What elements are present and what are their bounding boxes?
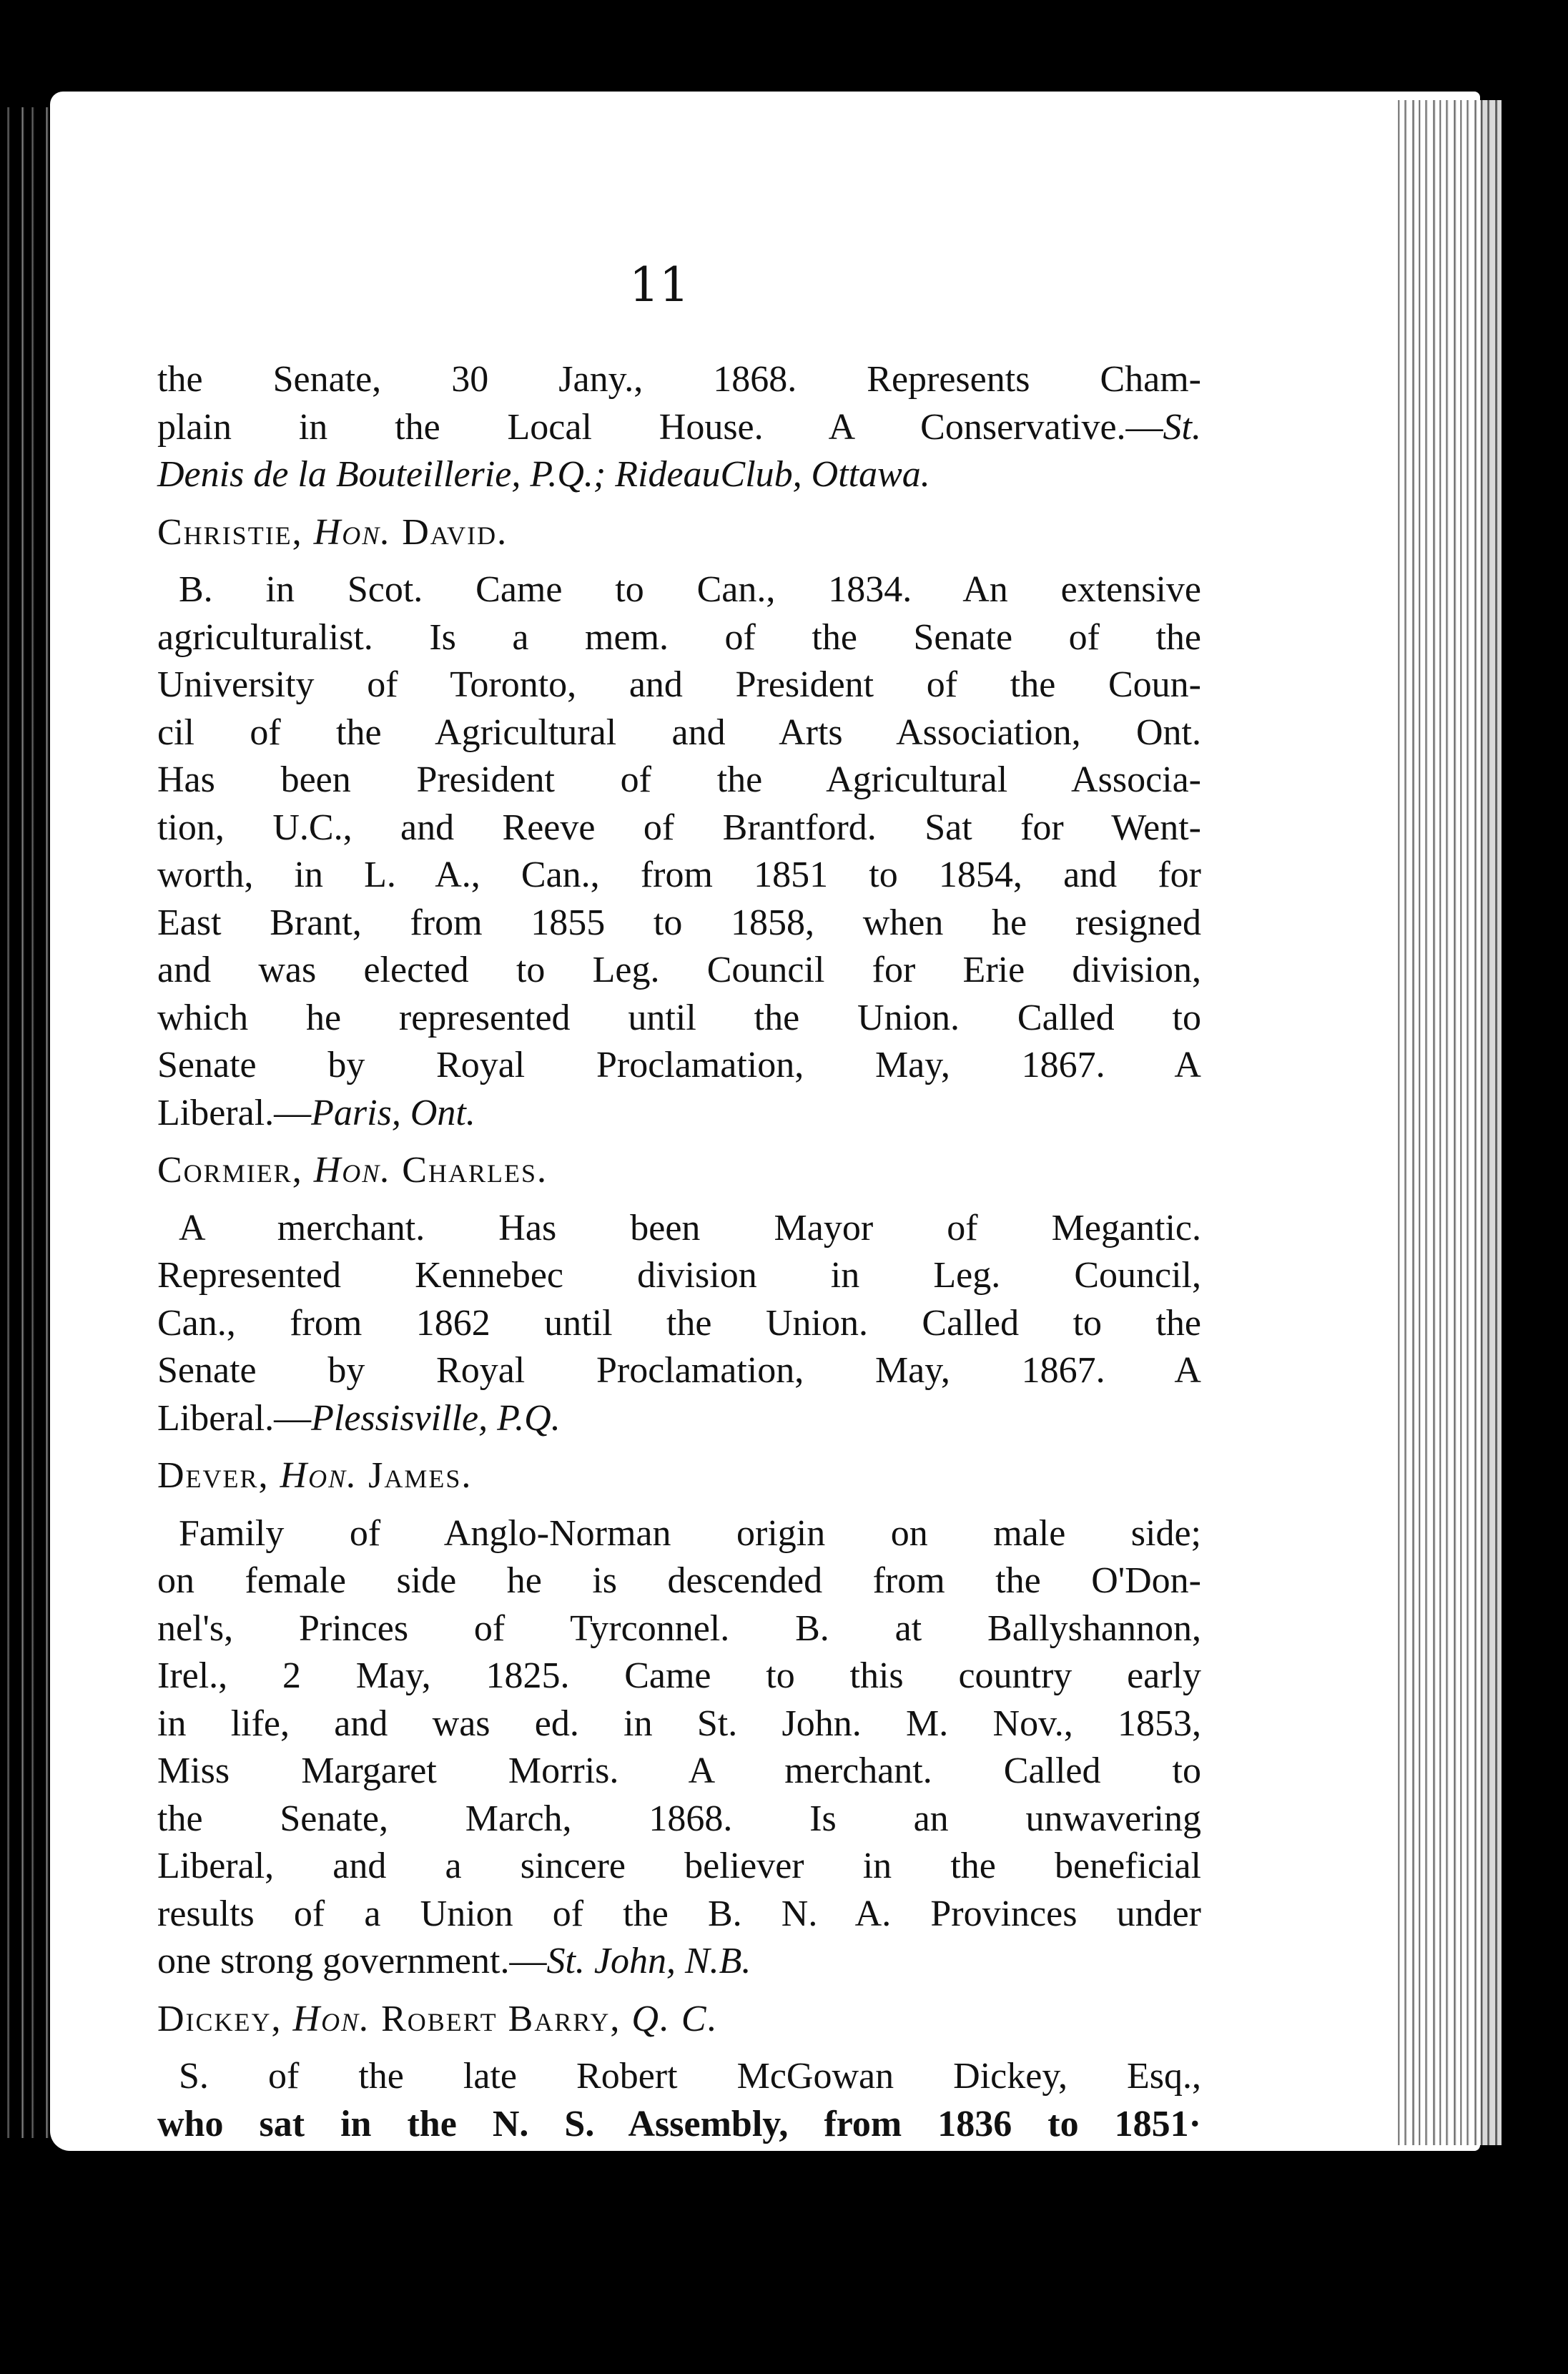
text-line: Has been President of the Agricultural Associa-: [157, 759, 1201, 800]
entry-heading-dickey: [157, 1996, 1201, 2044]
surname: Cormier,: [157, 1150, 303, 1191]
text-line: [157, 451, 1201, 499]
text-line: Can., from 1862 until the Union. Called to the: [157, 1302, 1201, 1344]
spacer: [157, 1442, 1201, 1452]
spacer: [157, 556, 1201, 566]
text-line: [157, 1938, 1201, 1986]
given-name: David.: [402, 511, 508, 553]
spacer: [157, 499, 1201, 509]
place-name: Paris, Ont.: [311, 1092, 475, 1133]
text-line: Irel., 2 May, 1825. Came to this country early: [157, 1655, 1201, 1696]
spacer: [157, 1500, 1201, 1510]
text-line: Liberal, and a sincere believer in the beneficial: [157, 1846, 1201, 1886]
text-line: Miss Margaret Morris. A merchant. Called to: [157, 1750, 1201, 1791]
text-line: Senate by Royal Proclamation, May, 1867. A: [157, 1045, 1201, 1085]
place-name: Denis de la Bouteillerie, P.Q.;: [157, 454, 606, 495]
title-suffix: Q. C.: [631, 1998, 719, 2039]
given-name: James.: [368, 1455, 473, 1496]
text-line: worth, in L. A., Can., from 1851 to 1854, and for: [157, 854, 1201, 895]
text-line: the Senate, 30 Jany., 1868. Represents Cham-: [157, 359, 1201, 400]
text-line: results of a Union of the B. N. A. Provinces under: [157, 1893, 1201, 1934]
honorific: Hon.: [292, 1998, 371, 2039]
text-line: nel's, Princes of Tyrconnel. B. at Ballyshannon,: [157, 1607, 1201, 1649]
text-line: cil of the Agricultural and Arts Association, Ont.: [157, 711, 1201, 753]
honorific: Hon.: [313, 1150, 392, 1191]
surname: Dickey,: [157, 1998, 282, 2039]
text-line: [157, 404, 1201, 452]
surname: Christie,: [157, 511, 303, 553]
spacer: [157, 1986, 1201, 1996]
spacer: [157, 1137, 1201, 1147]
text-line: which he represented until the Union. Called to: [157, 997, 1201, 1038]
text-line: agriculturalist. Is a mem. of the Senate of the: [157, 616, 1201, 658]
page-number: 11: [629, 257, 689, 312]
text-line: and was elected to Leg. Council for Erie division,: [157, 950, 1201, 990]
spacer: [157, 2043, 1201, 2053]
text-line: B. in Scot. Came to Can., 1834. An extensive: [179, 569, 1201, 610]
honorific: Hon.: [280, 1455, 358, 1496]
text-line: tion, U.C., and Reeve of Brantford. Sat for Went-: [157, 807, 1201, 848]
place-name: St. John, N.B.: [546, 1941, 751, 1981]
text-span: one strong government.—: [157, 1941, 547, 1981]
club-name: RideauClub, Ottawa.: [615, 454, 930, 495]
given-name: Charles.: [402, 1150, 548, 1191]
text-line: Senate by Royal Proclamation, May, 1867. A: [157, 1350, 1201, 1391]
surname: Dever,: [157, 1455, 270, 1496]
entry-heading-christie: [157, 509, 1201, 557]
entry-heading-cormier: [157, 1147, 1201, 1195]
text-line: University of Toronto, and President of the Coun-: [157, 664, 1201, 705]
text-span: plain in the Local House. A Conservative.—: [157, 406, 1163, 448]
text-line: [157, 1090, 1201, 1138]
text-span: Liberal.—: [157, 1397, 312, 1439]
page-stack-edge: [1394, 100, 1502, 2145]
text-line: Represented Kennebec division in Leg. Council,: [157, 1255, 1201, 1296]
place-name: St.: [1163, 406, 1201, 448]
place-name: Plessisville, P.Q.: [311, 1397, 561, 1439]
text-line: the Senate, March, 1868. Is an unwavering: [157, 1798, 1201, 1839]
book-spine-edge: [0, 107, 50, 2138]
text-span: Liberal.—: [157, 1092, 312, 1133]
text-line: East Brant, from 1855 to 1858, when he resigned: [157, 902, 1201, 943]
spacer: [157, 1195, 1201, 1205]
honorific: Hon.: [313, 511, 392, 553]
given-name: Robert Barry,: [381, 1998, 621, 2039]
text-line: Family of Anglo-Norman origin on male side;: [179, 1512, 1201, 1554]
text-line: S. of the late Robert McGowan Dickey, Esq.,: [179, 2056, 1201, 2097]
text-line: on female side he is descended from the O'Don-: [157, 1560, 1201, 1601]
text-line: [157, 1395, 1201, 1443]
text-line: in life, and was ed. in St. John. M. Nov., 1853,: [157, 1703, 1201, 1744]
entry-heading-dever: [157, 1452, 1201, 1500]
text-line: A merchant. Has been Mayor of Megantic.: [179, 1207, 1201, 1248]
text-line: who sat in the N. S. Assembly, from 1836 to 1851·: [157, 2103, 1201, 2144]
page-text: [157, 356, 1201, 2148]
